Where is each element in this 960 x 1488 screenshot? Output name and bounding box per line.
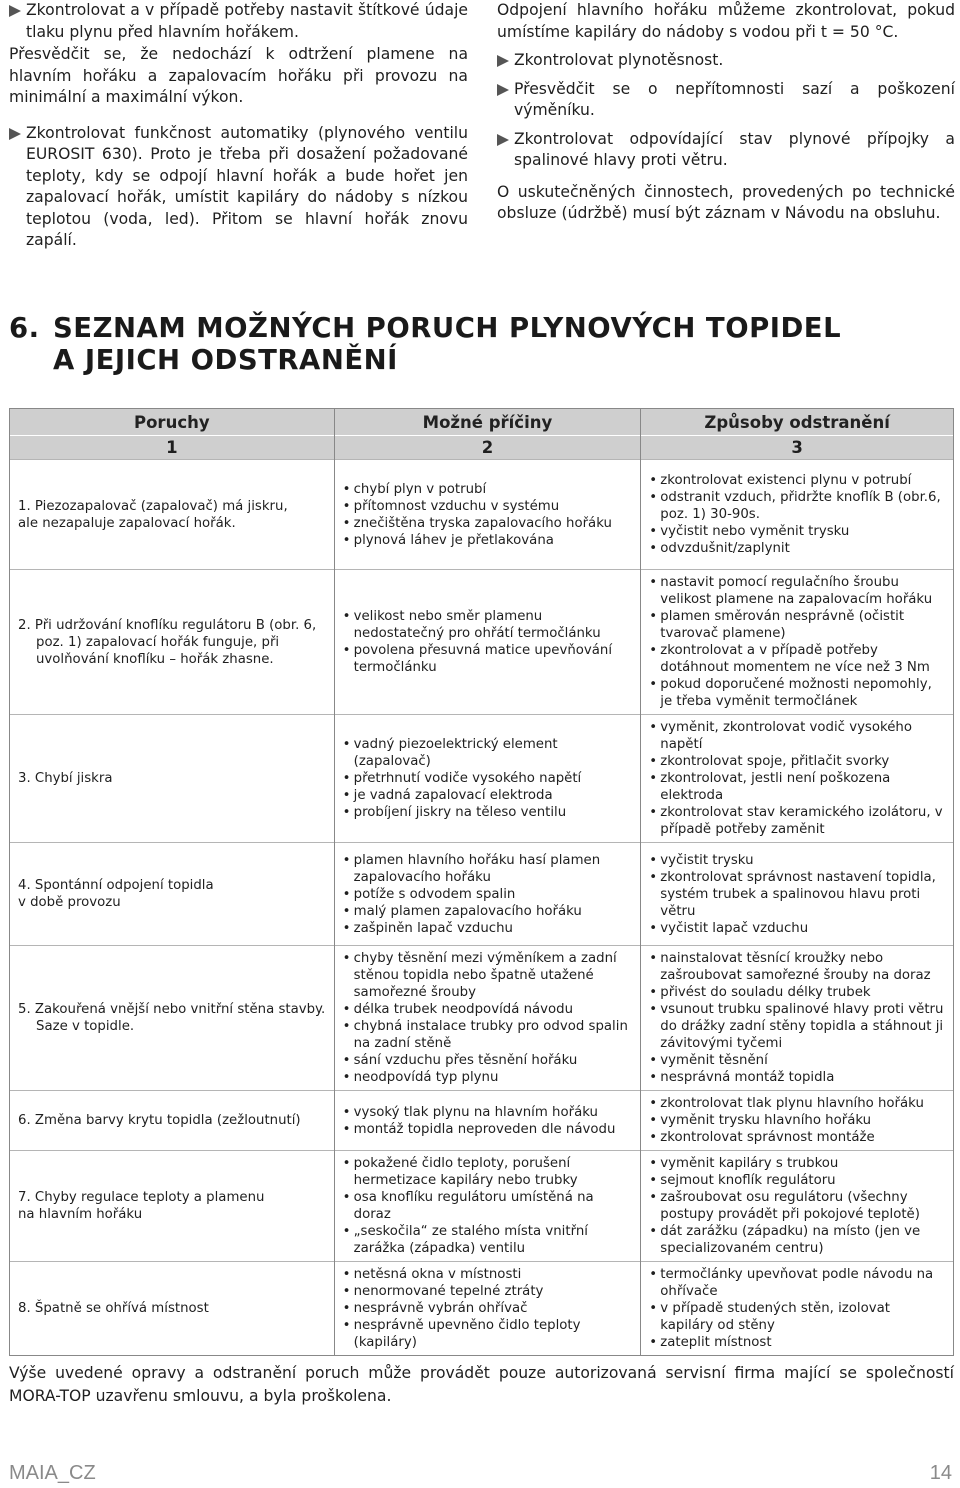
arrow-bullet-icon bbox=[497, 134, 509, 146]
remedies-cell bbox=[641, 946, 954, 1091]
remedies-cell bbox=[641, 843, 954, 946]
fault-cell bbox=[10, 1151, 335, 1262]
fault-cell bbox=[10, 1262, 335, 1356]
fault-cell bbox=[10, 1091, 335, 1151]
remedies-list bbox=[649, 1155, 945, 1257]
table-row bbox=[10, 715, 954, 843]
table-row bbox=[10, 1262, 954, 1356]
fault-cell bbox=[10, 715, 335, 843]
header-faults: Poruchy bbox=[10, 409, 335, 436]
document-id: MAIA_CZ bbox=[9, 1462, 96, 1484]
list-item: • zateplit místnost bbox=[649, 1334, 945, 1351]
causes-list bbox=[343, 950, 633, 1086]
table-row bbox=[10, 1151, 954, 1262]
causes-cell bbox=[334, 843, 641, 946]
list-item: • „seskočila“ ze stalého místa vnitřní zarážka (západka) ventilu bbox=[343, 1223, 633, 1257]
header-remedies: Způsoby odstranění bbox=[641, 409, 954, 436]
remedies-list bbox=[649, 472, 945, 557]
list-item: • je vadná zapalovací elektroda bbox=[343, 787, 633, 804]
list-item: • pokud doporučené možnosti nepomohly, je třeba vyměnit termočlánek bbox=[649, 676, 945, 710]
causes-list bbox=[343, 1104, 633, 1138]
list-item: • zkontrolovat a v případě potřeby dotáhnout momentem ne více než 3 Nm bbox=[649, 642, 945, 676]
list-item: • montáž topidla neproveden dle návodu bbox=[343, 1121, 633, 1138]
fault-text: 5. Zakouřená vnější nebo vnitřní stěna stavby. Saze v topidle. bbox=[18, 1002, 326, 1034]
bullet-item bbox=[9, 0, 468, 43]
list-item: • zkontrolovat správnost montáže bbox=[649, 1129, 945, 1146]
list-item: • vyměnit trysku hlavního hořáku bbox=[649, 1112, 945, 1129]
causes-cell bbox=[334, 570, 641, 715]
fault-cell bbox=[10, 843, 335, 946]
list-item: • vyčistit nebo vyměnit trysku bbox=[649, 523, 945, 540]
list-item: • nesprávně vybrán ohřívač bbox=[343, 1300, 633, 1317]
list-item: • plynová láhev je přetlakována bbox=[343, 532, 633, 549]
list-item: • nesprávně upevněno čidlo teploty (kapiláry) bbox=[343, 1317, 633, 1351]
list-item: • zkontrolovat existenci plynu v potrubí bbox=[649, 472, 945, 489]
list-item: • zkontrolovat správnost nastavení topidla, systém trubek a spalinovou hlavu proti větru bbox=[649, 869, 945, 920]
bullet-text: Přesvědčit se o nepřítomnosti sazí a poškození výměníku. bbox=[514, 79, 955, 119]
fault-text: 1. Piezozapalovač (zapalovač) má jiskru, bbox=[18, 498, 288, 514]
list-item: • vyměnit těsnění bbox=[649, 1052, 945, 1069]
arrow-bullet-icon bbox=[497, 84, 509, 96]
causes-cell bbox=[334, 1262, 641, 1356]
remedies-cell bbox=[641, 460, 954, 570]
right-column bbox=[497, 0, 955, 237]
column-number: 1 bbox=[10, 436, 335, 460]
bullet-item bbox=[497, 129, 955, 172]
table-row bbox=[10, 843, 954, 946]
list-item: • neodpovídá typ plynu bbox=[343, 1069, 633, 1086]
list-item: • vyčistit trysku bbox=[649, 852, 945, 869]
remedies-list bbox=[649, 1095, 945, 1146]
table-row bbox=[10, 1091, 954, 1151]
list-item: • zašpiněn lapač vzduchu bbox=[343, 920, 633, 937]
remedies-cell bbox=[641, 715, 954, 843]
causes-cell bbox=[334, 1091, 641, 1151]
column-number: 3 bbox=[641, 436, 954, 460]
fault-text: 2. Při udržování knoflíku regulátoru B (obr. 6, poz. 1) zapalovací hořák funguje, při uvolňování knoflíku – hořák zhasne. bbox=[18, 617, 317, 667]
causes-list bbox=[343, 852, 633, 937]
fault-text: 7. Chyby regulace teploty a plamenu bbox=[18, 1190, 265, 1205]
fault-text: na hlavním hořáku bbox=[18, 1207, 143, 1222]
list-item: • vyměnit kapiláry s trubkou bbox=[649, 1155, 945, 1172]
list-item: • chybná instalace trubky pro odvod spalin na zadní stěně bbox=[343, 1018, 633, 1052]
causes-list bbox=[343, 481, 633, 549]
causes-list bbox=[343, 1155, 633, 1257]
causes-cell bbox=[334, 715, 641, 843]
list-item: • zašroubovat osu regulátoru (všechny postupy provádět při pokojové teplotě) bbox=[649, 1189, 945, 1223]
list-item: • netěsná okna v místnosti bbox=[343, 1266, 633, 1283]
list-item: • vsunout trubku spalinové hlavy proti větru do drážky zadní stěny topidla a stáhnout ji závitovými tyčemi bbox=[649, 1001, 945, 1052]
fault-text: 6. Změna barvy krytu topidla (zežloutnutí) bbox=[18, 1113, 301, 1128]
list-item: • v případě studených stěn, izolovat kapiláry od stěny bbox=[649, 1300, 945, 1334]
bullet-text: Zkontrolovat odpovídající stav plynové přípojky a spalinové hlavy proti větru. bbox=[514, 129, 955, 169]
fault-text: v době provozu bbox=[18, 895, 121, 910]
remedies-cell bbox=[641, 1262, 954, 1356]
remedies-cell bbox=[641, 570, 954, 715]
bullet-item bbox=[497, 79, 955, 122]
list-item: • přetrhnutí vodiče vysokého napětí bbox=[343, 770, 633, 787]
fault-cell bbox=[10, 570, 335, 715]
section-title-line-2: A JEJICH ODSTRANĚNÍ bbox=[53, 344, 398, 376]
list-item: • pokažené čidlo teploty, porušení hermetizace kapiláry nebo trubky bbox=[343, 1155, 633, 1189]
section-title-line-1: SEZNAM MOŽNÝCH PORUCH PLYNOVÝCH TOPIDEL bbox=[53, 312, 842, 344]
column-number: 2 bbox=[334, 436, 641, 460]
list-item: • nastavit pomocí regulačního šroubu velikost plamene na zapalovacím hořáku bbox=[649, 574, 945, 608]
remedies-list bbox=[649, 574, 945, 710]
fault-text: 8. Špatně se ohřívá místnost bbox=[18, 1301, 209, 1316]
section-title bbox=[9, 312, 841, 376]
remedies-list bbox=[649, 1266, 945, 1351]
list-item: • sejmout knoflík regulátoru bbox=[649, 1172, 945, 1189]
remedies-list bbox=[649, 852, 945, 937]
table-row bbox=[10, 460, 954, 570]
bullet-item bbox=[9, 123, 468, 252]
list-item: • zkontrolovat tlak plynu hlavního hořáku bbox=[649, 1095, 945, 1112]
arrow-bullet-icon bbox=[9, 5, 21, 17]
list-item: • odstranit vzduch, přidržte knoflík B (obr.6, poz. 1) 30-90s. bbox=[649, 489, 945, 523]
bullet-text: Zkontrolovat a v případě potřeby nastavit štítkové údaje tlaku plynu před hlavním hořákem. bbox=[26, 1, 468, 41]
fault-text: 3. Chybí jiskra bbox=[18, 771, 113, 786]
list-item: • probíjení jiskry na těleso ventilu bbox=[343, 804, 633, 821]
list-item: • přítomnost vzduchu v systému bbox=[343, 498, 633, 515]
paragraph: Odpojení hlavního hořáku můžeme zkontrolovat, pokud umístíme kapiláry do nádoby s vodou při t = 50 °C. bbox=[497, 1, 955, 41]
list-item: • nainstalovat těsnící kroužky nebo zašroubovat samořezné šrouby na doraz bbox=[649, 950, 945, 984]
list-item: • nenormované tepelné ztráty bbox=[343, 1283, 633, 1300]
bullet-text: Zkontrolovat funkčnost automatiky (plynového ventilu EUROSIT 630). Proto je třeba při dosažení požadované teploty, kdy se odpojí hlavní hořák a bude hořet jen zapalovací hořák, umístit kapiláry do nádoby s nízkou teplotou (voda, led). Přitom se hlavní hořák znovu zapálí. bbox=[26, 123, 468, 249]
list-item: • povolena přesuvná matice upevňování termočlánku bbox=[343, 642, 633, 676]
left-column bbox=[9, 0, 468, 252]
list-item: • osa knoflíku regulátoru umístěná na doraz bbox=[343, 1189, 633, 1223]
fault-text: ale nezapaluje zapalovací hořák. bbox=[18, 515, 236, 531]
fault-text: 4. Spontánní odpojení topidla bbox=[18, 878, 214, 893]
list-item: • plamen směrován nesprávně (očistit tvarovač plamene) bbox=[649, 608, 945, 642]
faults-table bbox=[9, 408, 954, 1356]
arrow-bullet-icon bbox=[497, 55, 509, 67]
fault-cell bbox=[10, 460, 335, 570]
list-item: • vyčistit lapač vzduchu bbox=[649, 920, 945, 937]
list-item: • přivést do souladu délky trubek bbox=[649, 984, 945, 1001]
list-item: • odvzdušnit/zaplynit bbox=[649, 540, 945, 557]
table-row bbox=[10, 946, 954, 1091]
list-item: • dát zarážku (západku) na místo (jen ve specializovaném centru) bbox=[649, 1223, 945, 1257]
causes-cell bbox=[334, 946, 641, 1091]
remedies-cell bbox=[641, 1091, 954, 1151]
list-item: • vadný piezoelektrický element (zapalovač) bbox=[343, 736, 633, 770]
causes-list bbox=[343, 1266, 633, 1351]
bullet-item bbox=[497, 50, 955, 72]
list-item: • velikost nebo směr plamenu nedostatečný pro ohřátí termočlánku bbox=[343, 608, 633, 642]
list-item: • vysoký tlak plynu na hlavním hořáku bbox=[343, 1104, 633, 1121]
remedies-list bbox=[649, 719, 945, 838]
list-item: • chyby těsnění mezi výměníkem a zadní stěnou topidla nebo špatně utažené samořezné šrouby bbox=[343, 950, 633, 1001]
causes-cell bbox=[334, 460, 641, 570]
header-causes: Možné příčiny bbox=[334, 409, 641, 436]
bullet-text: Zkontrolovat plynotěsnost. bbox=[514, 51, 724, 69]
list-item: • zkontrolovat, jestli není poškozena elektroda bbox=[649, 770, 945, 804]
causes-cell bbox=[334, 1151, 641, 1262]
fault-cell bbox=[10, 946, 335, 1091]
list-item: • termočlánky upevňovat podle návodu na ohřívače bbox=[649, 1266, 945, 1300]
list-item: • chybí plyn v potrubí bbox=[343, 481, 633, 498]
list-item: • sání vzduchu přes těsnění hořáku bbox=[343, 1052, 633, 1069]
causes-list bbox=[343, 736, 633, 821]
table-row bbox=[10, 570, 954, 715]
list-item: • plamen hlavního hořáku hasí plamen zapalovacího hořáku bbox=[343, 852, 633, 886]
remedies-cell bbox=[641, 1151, 954, 1262]
list-item: • délka trubek neodpovídá návodu bbox=[343, 1001, 633, 1018]
list-item: • zkontrolovat stav keramického izolátoru, v případě potřeby zaměnit bbox=[649, 804, 945, 838]
list-item: • vyměnit, zkontrolovat vodič vysokého napětí bbox=[649, 719, 945, 753]
list-item: • znečištěna tryska zapalovacího hořáku bbox=[343, 515, 633, 532]
page-number: 14 bbox=[929, 1462, 952, 1484]
arrow-bullet-icon bbox=[9, 128, 21, 140]
footer-note: Výše uvedené opravy a odstranění poruch může provádět pouze autorizovaná servisní firma mající se společností MORA-TOP uzavřenu smlouvu, a byla proškolena. bbox=[9, 1364, 954, 1405]
list-item: • zkontrolovat spoje, přitlačit svorky bbox=[649, 753, 945, 770]
list-item: • potíže s odvodem spalin bbox=[343, 886, 633, 903]
paragraph: Přesvědčit se, že nedochází k odtržení plamene na hlavním hořáku a zapalovacím hořáku při provozu na minimální a maximální výkon. bbox=[9, 45, 468, 106]
causes-list bbox=[343, 608, 633, 676]
list-item: • malý plamen zapalovacího hořáku bbox=[343, 903, 633, 920]
list-item: • nesprávná montáž topidla bbox=[649, 1069, 945, 1086]
section-number: 6. bbox=[9, 312, 40, 344]
remedies-list bbox=[649, 950, 945, 1086]
paragraph: O uskutečněných činnostech, provedených po technické obsluze (údržbě) musí být záznam v Návodu na obsluhu. bbox=[497, 182, 955, 222]
